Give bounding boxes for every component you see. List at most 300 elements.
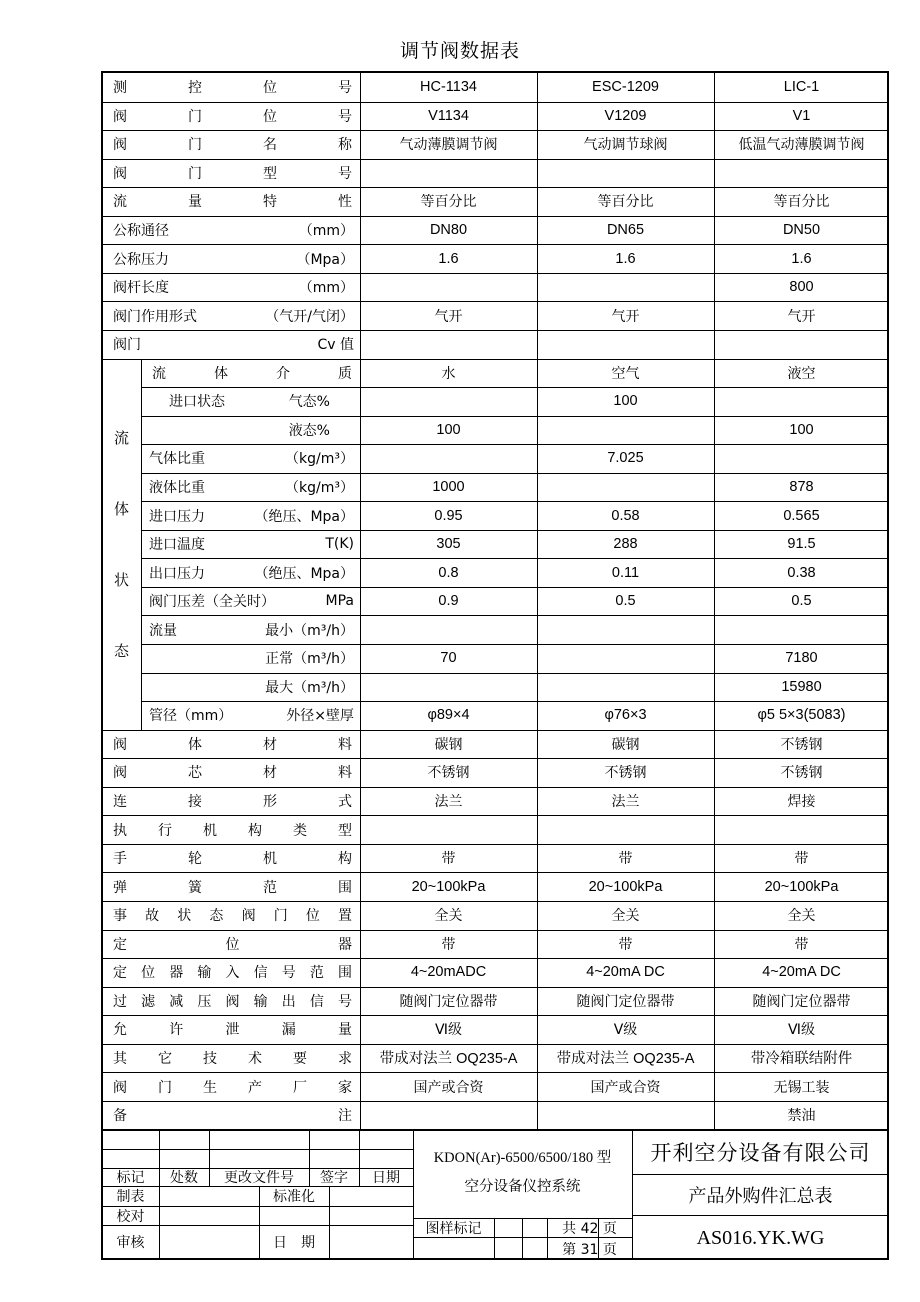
cell-filter: 随阀门定位器带 [752,993,851,1010]
cell-pn: 1.6 [615,250,636,267]
cell-dp: 0.5 [791,593,812,610]
company-name: 开利空分设备有限公司 [650,1141,871,1165]
row-label-maker-char: 家 [338,1079,352,1096]
cell-act-type [714,815,889,844]
cell-q-norm [537,644,714,673]
row-label-conn-char: 连 [113,794,127,811]
row-label-signal [102,958,360,987]
row-label-positioner-char: 位 [225,936,240,953]
cell-name: 气动薄膜调节阀 [399,137,498,154]
row-label-tag-char: 位 [263,80,277,97]
cell-gas-sg [360,444,537,473]
cell-flow-char: 等百分比 [420,194,477,211]
cell-maker: 国产或合资 [590,1079,661,1096]
total-pages: 共 42 页 [562,1221,617,1237]
cell-pipe: φ5 5×3(5083) [757,707,846,724]
row-label-other-char: 其 [113,1050,127,1067]
cell-handwheel: 带 [441,851,456,868]
cell-liq-pct: 100 [436,421,461,438]
cell-leak: Ⅵ级 [788,1022,815,1039]
row-label-spring-char: 弹 [113,879,127,896]
standardization-label: 标准化 [273,1189,315,1205]
cell-p-out: 0.38 [787,564,816,581]
cell-cv [360,330,537,359]
row-label-tag-char: 号 [338,80,352,97]
cell-cv [714,330,889,359]
row-label-leak-char: 漏 [281,1022,296,1039]
row-label-fail-char: 事 [113,908,127,925]
cell-trim-mat: 不锈钢 [604,765,647,782]
approved-by-label: 审核 [116,1235,145,1251]
row-label-maker-char: 厂 [293,1079,307,1096]
row-label-liq-sg-unit: （kg/m³） [285,479,354,496]
row-label-conn-char: 形 [263,794,277,811]
cell-conn: 法兰 [611,794,640,811]
row-label-other-char: 术 [248,1050,262,1067]
row-label-body-mat-char: 阀 [113,736,127,753]
row-label-other [102,1044,360,1073]
document-code: AS016.YK.WG [696,1226,825,1249]
row-label-liq-sg-text: 液体比重 [149,479,205,496]
cell-dn: DN80 [429,222,468,239]
row-label-body-mat-char: 料 [338,736,352,753]
cell-positioner: 带 [794,936,809,953]
row-label-gas-sg-text: 气体比重 [149,451,205,468]
cell-handwheel: 带 [794,851,809,868]
cell-filter: 随阀门定位器带 [576,993,675,1010]
row-label-valve-no-char: 位 [263,108,277,125]
cell-liq-sg [537,473,714,502]
cell-positioner: 带 [441,936,456,953]
cell-name: 低温气动薄膜调节阀 [738,137,865,154]
system-name-line2: 空分设备仪控系统 [464,1178,581,1195]
row-label-fail-char: 置 [337,908,352,925]
row-label-signal-char: 输 [197,965,212,982]
row-label-p-in-text: 进口压力 [149,508,205,525]
cell-q-norm: 7180 [785,650,818,667]
row-label-act-type-char: 执 [113,822,127,839]
row-label-filter-char: 输 [253,993,268,1010]
cell-filter: 随阀门定位器带 [399,993,498,1010]
cell-spring: 20~100kPa [764,878,839,895]
cell-q-max [537,673,714,702]
row-label-spring-char: 围 [338,879,352,896]
row-label-dn-unit: （mm） [298,223,354,240]
row-label-signal-char: 入 [225,965,240,982]
row-label-other-char: 求 [338,1050,352,1067]
row-label-other-char: 它 [158,1050,172,1067]
cell-q-norm: 70 [440,650,457,667]
cell-signal: 4~20mA DC [762,964,841,981]
row-label-cv [102,330,360,359]
cell-t-in: 305 [436,536,461,553]
row-label-stem [102,273,360,302]
cell-fail: 全关 [787,908,816,925]
row-label-filter-char: 滤 [141,993,156,1010]
row-label-signal-char: 器 [169,965,184,982]
row-label-maker-char: 产 [248,1079,262,1096]
revision-header: 更改文件号 [224,1170,294,1186]
row-label-cv-unit: Cv 值 [317,337,354,354]
cell-gas-pct [360,387,537,416]
system-name-line1: KDON(Ar)-6500/6500/180 型 [433,1149,612,1166]
row-label-valve-no [102,102,360,131]
cell-other: 带成对法兰 OQ235-A [379,1051,518,1068]
row-label-spring [102,872,360,901]
cell-signal: 4~20mADC [410,964,487,981]
cell-leak: Ⅵ级 [435,1022,462,1039]
row-label-tag [102,73,360,102]
fluid-state-group-label [102,359,141,730]
cell-conn: 焊接 [787,794,816,811]
cell-spring: 20~100kPa [411,878,486,895]
row-label-trim-mat-char: 材 [263,765,277,782]
row-label-maker [102,1072,360,1101]
flow-label: 流量 [149,622,177,639]
cell-other: 带冷箱联结附件 [750,1051,853,1068]
cell-act-type [537,815,714,844]
row-label-p-in-unit: （绝压、Mpa） [254,508,354,525]
cell-name: 气动调节球阀 [583,137,668,154]
footer-divider [494,1218,495,1259]
row-label-conn [102,787,360,816]
row-label-trim-mat-char: 阀 [113,765,127,782]
cell-note: 禁油 [787,1108,816,1125]
row-label-signal-char: 围 [338,965,352,982]
cell-flow-char: 等百分比 [773,194,830,211]
revision-header: 处数 [170,1170,198,1186]
cell-flow-char: 等百分比 [597,194,654,211]
row-label-action [102,301,360,330]
row-label-medium-char: 质 [338,365,352,382]
cell-gas-pct: 100 [613,393,638,410]
footer-divider [102,1149,413,1150]
date-label: 日 期 [273,1235,315,1251]
row-label-signal-char: 信 [253,965,268,982]
row-label-spring-char: 簧 [188,879,202,896]
row-label-type [102,159,360,188]
cell-other: 带成对法兰 OQ235-A [556,1051,695,1068]
row-label-maker-char: 阀 [113,1079,127,1096]
row-label-trim-mat [102,758,360,787]
cell-p-in: 0.58 [611,507,640,524]
cell-gas-sg: 7.025 [607,450,644,467]
row-label-pn-unit: （Mpa） [296,251,354,268]
inlet-state-label: 进口状态 [169,394,225,411]
row-label-handwheel-char: 轮 [188,851,202,868]
row-label-dn [102,216,360,245]
cell-handwheel: 带 [618,851,633,868]
group-label-char: 体 [113,500,129,519]
row-label-fail-char: 阀 [241,908,256,925]
row-label-flow-char-char: 特 [263,194,277,211]
row-label-valve-no-char: 门 [188,108,202,125]
row-label-dp-text: 阀门压差（全关时） [149,594,275,611]
row-label-signal-char: 号 [281,965,296,982]
group-label-char: 流 [113,429,129,448]
row-label-gas-sg-unit: （kg/m³） [285,451,354,468]
page-number: 第 31 页 [562,1242,617,1258]
cell-pn: 1.6 [791,250,812,267]
cell-spring: 20~100kPa [588,878,663,895]
row-label-filter-char: 压 [197,993,212,1010]
cell-valve-no: V1134 [428,107,469,124]
cell-note [360,1101,537,1130]
cell-gas-pct [714,387,889,416]
row-label-body-mat-char: 体 [188,736,202,753]
row-label-pipe-unit: 外径×壁厚 [286,708,354,725]
cell-maker: 国产或合资 [413,1079,484,1096]
revision-header: 签字 [320,1170,348,1186]
cell-liq-sg: 1000 [432,478,465,495]
cell-dn: DN65 [606,222,645,239]
cell-q-min [360,615,537,644]
cell-p-in: 0.565 [783,507,820,524]
row-label-handwheel-char: 手 [113,851,127,868]
row-label-liq-sg [141,473,360,502]
footer-divider [522,1218,523,1259]
row-label-act-type-char: 类 [293,822,307,839]
cell-q-max [360,673,537,702]
cell-dp: 0.5 [615,593,636,610]
row-label-fail-char: 位 [305,908,320,925]
row-label-maker-char: 生 [203,1079,217,1096]
cell-act-type [360,815,537,844]
row-label-note-char: 备 [113,1108,127,1125]
row-label-body-mat [102,730,360,759]
row-label-tag-char: 控 [188,80,202,97]
group-label-char: 态 [113,642,129,661]
made-by-label: 制表 [116,1189,145,1205]
row-label-flow-char-char: 性 [338,194,352,211]
row-label-type-char: 阀 [113,165,127,182]
cell-type [537,159,714,188]
row-label-t-in-unit: T(K) [325,536,354,553]
cell-liq-sg: 878 [789,478,814,495]
row-label-gas-pct: 气态% [288,394,330,411]
row-label-flow-char-char: 量 [188,194,202,211]
row-label-gas-sg [141,444,360,473]
drawing-mark-label: 图样标记 [425,1221,482,1237]
row-label-maker-char: 门 [158,1079,172,1096]
cell-trim-mat: 不锈钢 [780,765,823,782]
cell-fail: 全关 [611,908,640,925]
row-label-fail [102,901,360,930]
row-label-name-char: 门 [188,137,202,154]
row-label-pn-text: 公称压力 [113,251,169,268]
cell-q-min [537,615,714,644]
cell-body-mat: 碳钢 [434,736,463,753]
row-label-leak-char: 允 [113,1022,127,1039]
row-label-act-type-char: 构 [248,822,262,839]
cell-type [714,159,889,188]
row-label-filter-char: 出 [281,993,296,1010]
row-label-act-type [102,815,360,844]
row-label-note-char: 注 [338,1108,352,1125]
page-title: 调节阀数据表 [399,40,520,62]
row-label-leak [102,1015,360,1044]
row-label-fail-char: 状 [177,908,192,925]
cell-p-out: 0.11 [611,564,640,581]
row-label-valve-no-char: 号 [338,108,352,125]
cell-stem [537,273,714,302]
row-label-pipe-text: 管径（mm） [149,708,233,725]
row-label-act-type-char: 机 [203,822,217,839]
cell-medium: 空气 [611,365,640,382]
group-label-char: 状 [113,571,129,590]
row-label-dn-text: 公称通径 [113,223,169,240]
cell-tag: LIC-1 [783,79,820,96]
row-label-q-min: 最小（m³/h） [265,622,354,639]
row-label-positioner-char: 器 [338,936,352,953]
cell-signal: 4~20mA DC [586,964,665,981]
row-label-pipe [141,701,360,730]
row-label-handwheel [102,844,360,873]
cell-action: 气开 [434,308,463,325]
row-label-type-char: 门 [188,165,202,182]
row-label-leak-char: 许 [169,1022,184,1039]
row-label-p-out [141,558,360,587]
row-label-filter-char: 阀 [225,993,240,1010]
row-label-tag-char: 测 [113,80,127,97]
row-label-name-char: 阀 [113,137,127,154]
cell-fail: 全关 [434,908,463,925]
cell-note [537,1101,714,1130]
cell-p-in: 0.95 [434,507,463,524]
row-label-t-in [141,530,360,559]
footer-divider [329,1186,330,1259]
row-label-filter [102,987,360,1016]
cell-pn: 1.6 [438,250,459,267]
revision-header: 日期 [372,1170,400,1186]
cell-body-mat: 碳钢 [611,736,640,753]
row-label-name-char: 名 [263,137,277,154]
cell-q-min [714,615,889,644]
row-label-pn [102,244,360,273]
cell-q-max: 15980 [781,678,822,695]
cell-stem: 800 [789,279,814,296]
row-label-name [102,130,360,159]
row-label-act-type-char: 型 [338,822,352,839]
row-label-flow-char [102,187,360,216]
cell-gas-sg [714,444,889,473]
cell-valve-no: V1209 [604,107,647,124]
cell-positioner: 带 [618,936,633,953]
row-label-stem-text: 阀杆长度 [113,280,169,297]
row-label-act-type-char: 行 [158,822,172,839]
row-label-fail-char: 门 [273,908,288,925]
checked-by-label: 校对 [116,1208,145,1225]
row-label-body-mat-char: 材 [263,736,277,753]
row-label-medium [141,359,360,388]
cell-medium: 水 [441,365,456,382]
cell-action: 气开 [787,308,816,325]
row-label-other-char: 要 [293,1050,307,1067]
row-label-filter-char: 号 [338,993,352,1010]
row-label-note [102,1101,360,1130]
row-label-trim-mat-char: 料 [338,765,352,782]
row-label-handwheel-char: 构 [338,851,352,868]
footer-divider [159,1186,160,1259]
row-label-medium-char: 流 [152,365,166,382]
row-label-medium-char: 体 [214,365,228,382]
row-label-positioner [102,930,360,959]
cell-pipe: φ76×3 [604,707,647,724]
row-label-q-max: 最大（m³/h） [265,679,354,696]
row-label-t-in-text: 进口温度 [149,537,205,554]
row-label-stem-unit: （mm） [298,280,354,297]
row-label-flow-char-char: 流 [113,194,127,211]
cell-trim-mat: 不锈钢 [427,765,470,782]
cell-type [360,159,537,188]
row-label-positioner-char: 定 [113,936,127,953]
cell-pipe: φ89×4 [427,707,470,724]
cell-tag: ESC-1209 [592,79,659,96]
row-label-type-char: 号 [338,165,352,182]
cell-medium: 液空 [787,365,816,382]
cell-t-in: 288 [613,536,638,553]
row-label-p-out-text: 出口压力 [149,565,205,582]
document-name: 产品外购件汇总表 [688,1186,833,1207]
row-label-handwheel-char: 机 [263,851,277,868]
cell-t-in: 91.5 [787,536,816,553]
row-label-leak-char: 量 [338,1022,352,1039]
row-label-leak-char: 泄 [225,1022,240,1039]
cell-action: 气开 [611,308,640,325]
cell-conn: 法兰 [434,794,463,811]
row-label-name-char: 称 [338,137,352,154]
row-label-dp [141,587,360,616]
row-label-fail-char: 故 [145,908,160,925]
row-label-filter-char: 过 [113,993,127,1010]
cell-tag: HC-1134 [420,79,477,96]
row-label-cv-text: 阀门 [113,337,141,354]
row-label-dp-unit: MPa [325,593,354,610]
row-label-signal-char: 范 [309,965,324,982]
row-label-p-in [141,501,360,530]
cell-liq-pct: 100 [789,421,814,438]
row-label-p-out-unit: （绝压、Mpa） [254,565,354,582]
row-label-signal-char: 位 [141,965,156,982]
cell-body-mat: 不锈钢 [780,736,823,753]
row-label-action-text: 阀门作用形式 [113,308,197,325]
cell-dp: 0.9 [438,593,459,610]
revision-header: 标记 [116,1170,145,1186]
row-label-other-char: 技 [203,1050,217,1067]
row-label-liq-pct: 液态% [288,422,330,439]
cell-stem [360,273,537,302]
row-label-action-unit: （气开/气闭） [265,308,354,325]
cell-liq-pct [537,416,714,445]
cell-valve-no: V1 [792,107,811,124]
row-label-fail-char: 态 [209,908,224,925]
row-label-conn-char: 接 [188,794,202,811]
row-label-signal-char: 定 [113,965,127,982]
cell-p-out: 0.8 [438,564,459,581]
row-label-medium-char: 介 [276,365,290,382]
row-label-type-char: 型 [263,165,277,182]
row-label-filter-char: 信 [309,993,324,1010]
row-label-valve-no-char: 阀 [113,108,127,125]
row-label-filter-char: 减 [169,993,184,1010]
cell-dn: DN50 [782,222,821,239]
row-label-conn-char: 式 [338,794,352,811]
row-label-q-norm: 正常（m³/h） [265,651,354,668]
cell-leak: Ⅴ级 [613,1022,638,1039]
cell-cv [537,330,714,359]
row-label-trim-mat-char: 芯 [188,765,202,782]
cell-maker: 无锡工装 [773,1079,830,1096]
